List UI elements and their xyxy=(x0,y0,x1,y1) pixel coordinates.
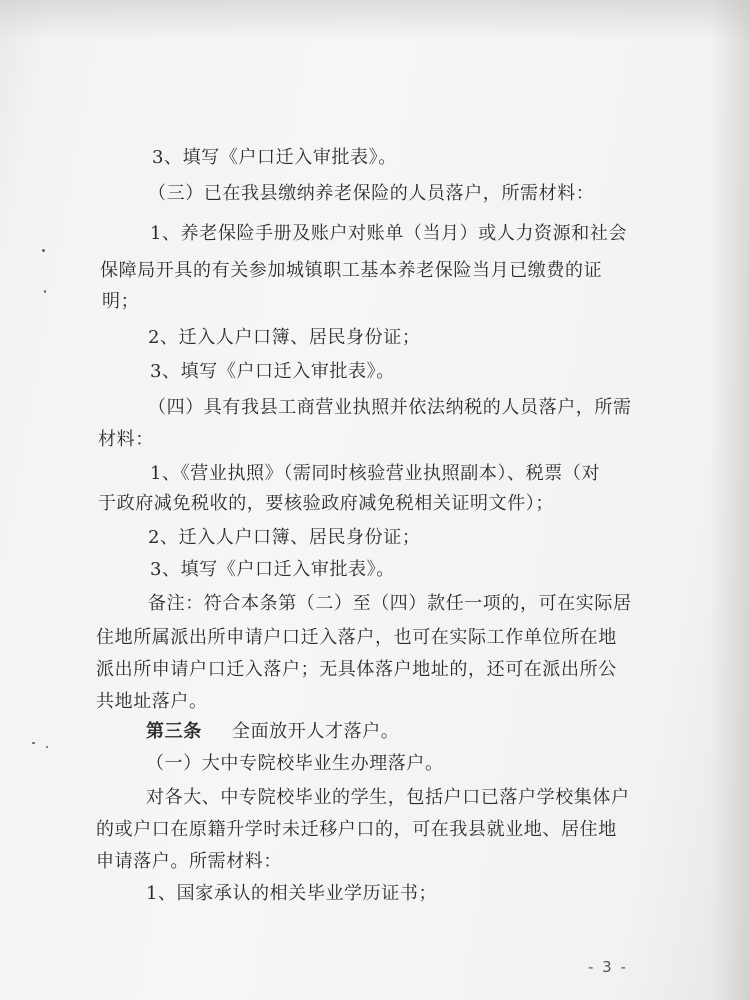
text-line: 共地址落户。 xyxy=(96,691,208,712)
section-heading: （三）已在我县缴纳养老保险的人员落户，所需材料： xyxy=(148,183,595,204)
article-number: 第三条 xyxy=(146,721,202,742)
scan-speck xyxy=(44,290,46,293)
scan-speck xyxy=(42,249,45,252)
section-heading: （一）大中专院校毕业生办理落户。 xyxy=(146,753,444,774)
text-line: 3、填写《户口迁入审批表》。 xyxy=(150,361,395,382)
page-number: - 3 - xyxy=(588,958,628,976)
text-line: 的或户口在原籍升学时未迁移户口的，可在我县就业地、居住地 xyxy=(96,819,617,840)
scan-shadow-right xyxy=(710,0,750,1000)
text-line: 申请落户。所需材料： xyxy=(96,851,282,872)
text-line: 备注：符合本条第（二）至（四）款任一项的，可在实际居 xyxy=(148,593,632,614)
text-line: 于政府减免税收的，要核验政府减免税相关证明文件）； xyxy=(98,493,554,514)
text-line: 材料： xyxy=(98,429,154,450)
scan-speck xyxy=(32,742,35,744)
text-line: 3、填写《户口迁入审批表》。 xyxy=(152,147,397,168)
scan-speck xyxy=(46,746,48,748)
text-line: 3、填写《户口迁入审批表》。 xyxy=(150,559,395,580)
scan-shadow-top xyxy=(0,0,750,40)
section-heading: （四）具有我县工商营业执照并依法纳税的人员落户，所需 xyxy=(148,397,632,418)
text-line: 明； xyxy=(102,291,140,312)
text-line: 1、《营业执照》（需同时核验营业执照副本）、税票（对 xyxy=(150,463,601,484)
text-line: 保障局开具的有关参加城镇职工基本养老保险当月已缴费的证 xyxy=(100,260,603,281)
text-line: 2、迁入人户口簿、居民身份证； xyxy=(148,527,421,548)
text-line: 1、养老保险手册及账户对账单（当月）或人力资源和社会 xyxy=(150,223,628,244)
text-line: 住地所属派出所申请户口迁入落户，也可在实际工作单位所在地 xyxy=(96,627,617,648)
text-line: 对各大、中专院校毕业的学生，包括户口已落户学校集体户 xyxy=(146,787,630,808)
text-line: 1、国家承认的相关毕业学历证书； xyxy=(146,883,438,904)
text-line: 派出所申请户口迁入落户；无具体落户地址的，还可在派出所公 xyxy=(96,659,617,680)
article-title: 全面放开人才落户。 xyxy=(232,721,400,742)
text-line: 2、迁入人户口簿、居民身份证； xyxy=(148,327,421,348)
